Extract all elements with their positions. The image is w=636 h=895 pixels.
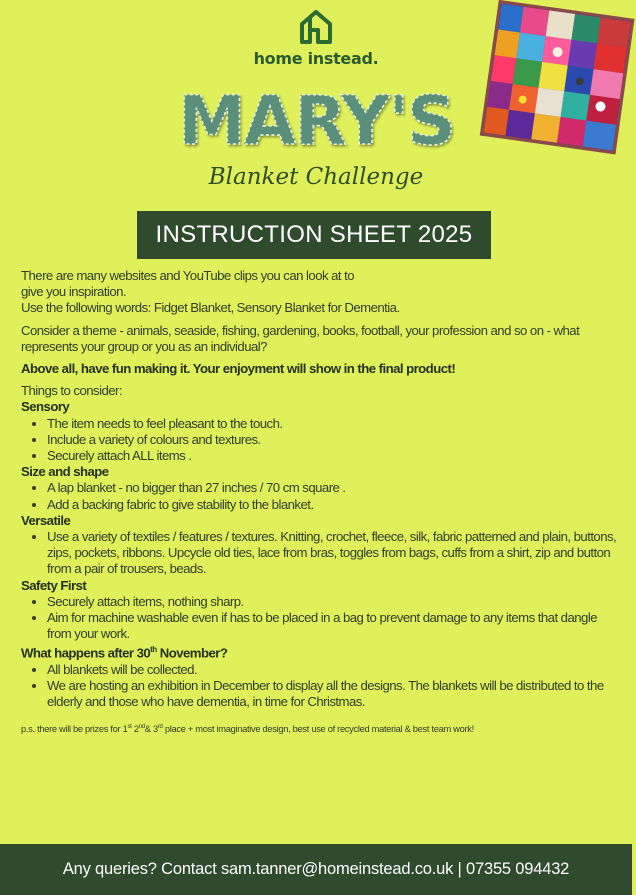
list-item: • Include a variety of colours and textures.	[47, 432, 617, 448]
contact-footer: Any queries? Contact sam.tanner@homeinstead.co.uk | 07355 094432	[0, 844, 632, 895]
instructions-body	[21, 268, 617, 737]
after-heading: What happens after 30th November?	[21, 645, 228, 661]
list-item: • Securely attach items, nothing sharp.	[47, 594, 617, 610]
instruction-banner: INSTRUCTION SHEET 2025	[137, 211, 491, 259]
blanket-photo	[476, 0, 636, 161]
brand-name: home instead.	[253, 49, 379, 68]
intro-line-2: give you inspiration.	[21, 284, 127, 300]
sensory-list	[21, 416, 617, 465]
marys-text: MARY'S	[178, 82, 454, 161]
marys-stitched-lettering	[178, 82, 454, 161]
size-heading: Size and shape	[21, 464, 109, 480]
list-item: • Use a variety of textiles / features / textures. Knitting, crochet, fleece, silk, fabric patterned and plain, buttons, zips, pockets, ribbons. Upcycle old ties, lace from bras, toggles from bags, cuffs from a shirt, zip and button from a pair of trousers, beads.	[47, 529, 617, 578]
list-item: • Securely attach ALL items .	[47, 448, 617, 464]
subtitle: Blanket Challenge	[208, 164, 424, 190]
list-item: • All blankets will be collected.	[47, 662, 617, 678]
versatile-list	[21, 529, 617, 578]
have-fun-paragraph: Above all, have fun making it. Your enjoyment will show in the final product!	[21, 361, 456, 377]
list-item: • A lap blanket - no bigger than 27 inches / 70 cm square .	[47, 480, 617, 496]
prizes-note: p.s. there will be prizes for 1st 2nd& 3rd place + most imaginative design, best use of recycled material & best team work!	[21, 723, 474, 734]
after-list	[21, 662, 617, 711]
sensory-heading: Sensory	[21, 399, 70, 415]
house-icon	[296, 6, 336, 46]
list-item: • The item needs to feel pleasant to the touch.	[47, 416, 617, 432]
safety-list	[21, 594, 617, 643]
things-to-consider: Things to consider:	[21, 383, 122, 399]
size-list	[21, 480, 617, 512]
list-item: • We are hosting an exhibition in December to display all the designs. The blankets will be distributed to the elderly and those who have dementia, in time for Christmas.	[47, 678, 617, 710]
safety-heading: Safety First	[21, 577, 87, 593]
intro-line-3: Use the following words: Fidget Blanket, Sensory Blanket for Dementia.	[21, 300, 400, 316]
list-item: • Add a backing fabric to give stability to the blanket.	[47, 497, 617, 513]
intro-line-1: There are many websites and YouTube clips you can look at to	[21, 268, 355, 283]
versatile-heading: Versatile	[21, 512, 71, 528]
list-item: • Aim for machine washable even if has to be placed in a bag to prevent damage to any items that dangle from your work.	[47, 610, 617, 642]
theme-paragraph: Consider a theme - animals, seaside, fishing, gardening, books, football, your profession and so on - what represents your group or you as an individual?	[21, 322, 580, 354]
